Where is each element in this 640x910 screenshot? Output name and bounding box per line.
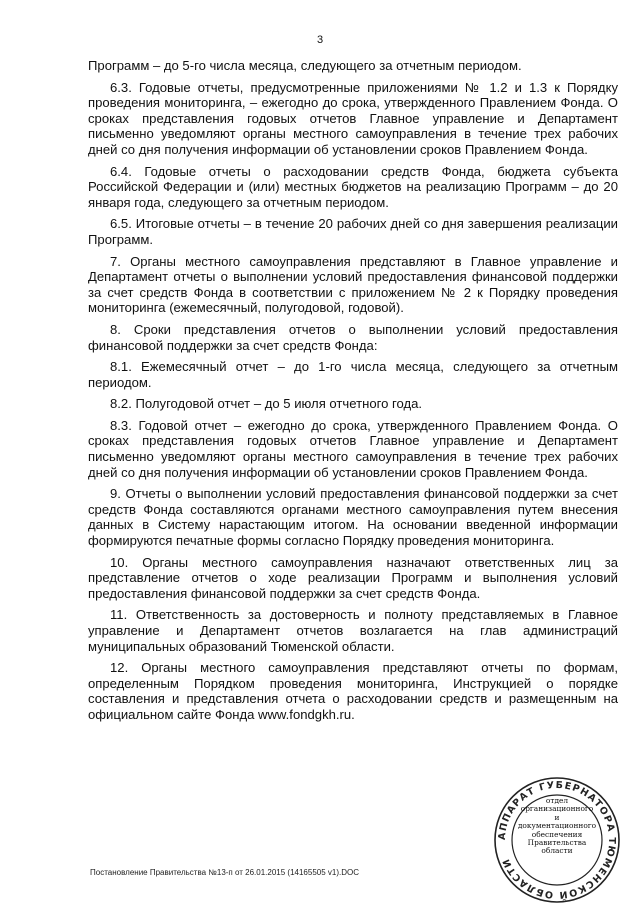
- paragraph-6-3: 6.3. Годовые отчеты, предусмотренные приложениями № 1.2 и 1.3 к Порядку проведения мониторинга, – ежегодно до срока, утвержденного Правлением Фонда. О сроках представления годовых отчетов Главное управление и Департамент письменно уведомляют органы местного самоуправления в течение трех рабочих дней со дня получения информации об установлении сроков Правлением Фонда.: [88, 79, 618, 157]
- stamp-line: отдел: [545, 796, 569, 805]
- paragraph-continuation: Программ – до 5-го числа месяца, следующего за отчетным периодом.: [88, 58, 522, 73]
- document-footer: Постановление Правительства №13-п от 26.01.2015 (14165505 v1).DOC: [90, 868, 360, 877]
- paragraph-8-3: 8.3. Годовой отчет – ежегодно до срока, утвержденного Правлением Фонда. О сроках представления годовых отчетов Главное управление и Департамент письменно уведомляют органы местного самоуправления в течение трех рабочих дней со дня получения информации об установлении сроков Правлением Фонда.: [88, 417, 618, 480]
- stamp-inner-text: [514, 797, 600, 856]
- stamp-line: области: [541, 846, 573, 856]
- paragraph-8: 8. Сроки представления отчетов о выполнении условий предоставления финансовой поддержки за счет средств Фонда:: [88, 321, 618, 353]
- stamp-line: документационного: [517, 821, 597, 831]
- page-number: 3: [316, 34, 324, 46]
- paragraph-6-4: 6.4. Годовые отчеты о расходовании средств Фонда, бюджета субъекта Российской Федерации и (или) местных бюджетов на реализацию Программ – до 20 января года, следующего за отчетным периодом.: [88, 163, 618, 210]
- paragraph-12: 12. Органы местного самоуправления представляют отчеты по формам, определенным Порядком проведения мониторинга, Инструкцией о порядке составления и представления отчета о расходовании средств и размещенным на официальном сайте Фонда www.fondgkh.ru.: [88, 660, 618, 722]
- stamp-line: обеспечения: [531, 829, 583, 839]
- paragraph-8-1: 8.1. Ежемесячный отчет – до 1-го числа месяца, следующего за отчетным периодом.: [88, 359, 618, 390]
- stamp-line: и: [554, 812, 560, 822]
- paragraph-11: 11. Ответственность за достоверность и полноту представляемых в Главное управление и Департамент отчетов возлагается на глав администраций муниципальных образований Тюменской области.: [88, 607, 618, 654]
- stamp-line: организационного: [520, 804, 594, 814]
- paragraph-7: 7. Органы местного самоуправления представляют в Главное управление и Департамент отчеты о выполнении условий предоставления финансовой поддержки за счет средств Фонда в соответствии с приложением № 2 к Порядку проведения мониторинга (ежемесячный, полугодовой, годовой).: [88, 253, 618, 316]
- document-body: [88, 58, 618, 729]
- official-stamp: [492, 775, 622, 905]
- paragraph-10: 10. Органы местного самоуправления назначают ответственных лиц за представление отчетов о ходе реализации Программ и выполнения условий предоставления финансовой поддержки за счет средств Фонда.: [88, 554, 618, 601]
- stamp-ring-text: АППАРАТ ГУБЕРНАТОРА ТЮМЕНСКОЙ ОБЛАСТИ: [496, 779, 618, 901]
- paragraph-6-5: 6.5. Итоговые отчеты – в течение 20 рабочих дней со дня завершения реализации Программ.: [88, 216, 618, 247]
- paragraph-9: 9. Отчеты о выполнении условий предоставления финансовой поддержки за счет средств Фонда составляются органами местного самоуправления путем внесения данных в Систему нарастающим итогом. На основании введенной информации формируются печатные формы согласно Порядку проведения мониторинга.: [88, 486, 618, 549]
- paragraph-8-2: 8.2. Полугодовой отчет – до 5 июля отчетного года.: [110, 396, 423, 412]
- stamp-line: Правительства: [527, 838, 587, 848]
